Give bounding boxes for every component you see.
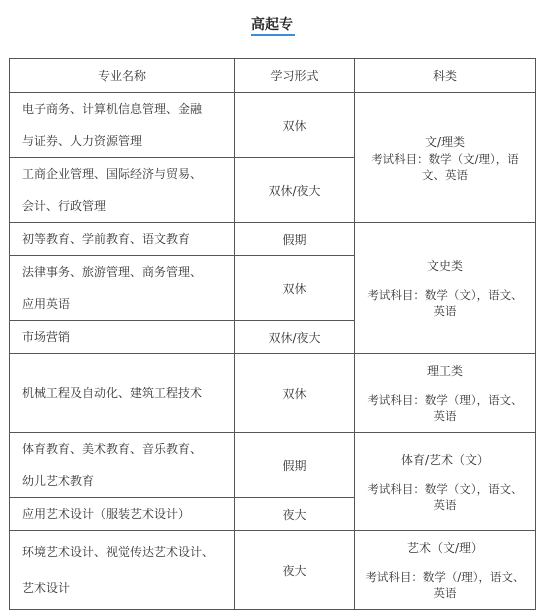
major-cell: [10, 433, 235, 498]
major-line: 环境艺术设计、视觉传达艺术设计、: [22, 545, 215, 559]
category-detail: 考试科目：数学（理），语文、英语: [367, 393, 523, 423]
table-row: [10, 531, 536, 610]
study-form-cell: 夜大: [235, 498, 355, 531]
category-gap: [355, 469, 535, 481]
major-cell: [10, 256, 235, 321]
major-line: 艺术设计: [22, 581, 71, 595]
category-gap: [355, 275, 535, 287]
header-study-form: 学习形式: [235, 59, 355, 93]
table-row: [10, 433, 536, 498]
table-row: [10, 354, 536, 433]
major-cell: [10, 223, 235, 256]
major-line: 市场营销: [22, 330, 71, 344]
major-line: 体育教育、美术教育、音乐教育、: [22, 442, 203, 456]
category-cell: [355, 354, 536, 433]
page-title: 高起专: [251, 17, 293, 33]
major-line: 应用艺术设计（服装艺术设计）: [22, 507, 191, 521]
category-cell: [355, 433, 536, 531]
category-detail: 考试科目：数学（文/理），语文、英语: [371, 151, 519, 182]
major-cell: [10, 93, 235, 158]
major-cell: [10, 354, 235, 433]
category-name: 文史类: [426, 259, 463, 273]
major-cell: [10, 158, 235, 223]
category-cell: [355, 93, 536, 223]
category-cell: [355, 223, 536, 354]
major-line: 初等教育、学前教育、语文教育: [22, 232, 191, 246]
study-form-cell: 假期: [235, 223, 355, 256]
category-detail: 考试科目：数学（文），语文、英语: [367, 481, 523, 512]
major-line: 机械工程及自动化、建筑工程技术: [22, 386, 203, 400]
category-gap: [355, 380, 535, 392]
major-line: 幼儿艺术教育: [22, 474, 95, 488]
major-line: 与证券、人力资源管理: [22, 134, 143, 148]
study-form-cell: 双休/夜大: [235, 321, 355, 354]
category-name: 理工类: [426, 364, 463, 378]
category-name: 体育/艺术（文）: [400, 452, 490, 467]
study-form-cell: 假期: [235, 433, 355, 498]
study-form-cell: 双休: [235, 256, 355, 321]
major-cell: [10, 531, 235, 610]
category-detail: 考试科目：数学（文），语文、英语: [367, 288, 523, 318]
category-name: 艺术（文/理）: [406, 541, 484, 555]
header-category: 科类: [355, 59, 536, 93]
major-line: 电子商务、计算机信息管理、金融: [22, 102, 203, 116]
study-form-cell: 双休/夜大: [235, 158, 355, 223]
major-line: 法律事务、旅游管理、商务管理、: [22, 265, 203, 279]
header-major-name: 专业名称: [10, 59, 235, 93]
major-line: 会计、行政管理: [22, 199, 107, 213]
study-form-cell: 夜大: [235, 531, 355, 610]
category-gap: [355, 557, 535, 569]
category-cell: [355, 531, 536, 610]
table-row: [10, 93, 536, 158]
major-cell: [10, 321, 235, 354]
major-line: 应用英语: [22, 297, 71, 311]
study-form-cell: 双休: [235, 354, 355, 433]
major-line: 工商企业管理、国际经济与贸易、: [22, 167, 203, 181]
table-row: [10, 223, 536, 256]
category-detail: 考试科目：数学（/理），语文、英语: [365, 570, 525, 600]
major-cell: [10, 498, 235, 531]
title-underline: [251, 34, 295, 36]
category-name: 文/理类: [424, 134, 466, 149]
table-header-row: [10, 59, 536, 93]
major-table: [9, 58, 536, 610]
study-form-cell: 双休: [235, 93, 355, 158]
